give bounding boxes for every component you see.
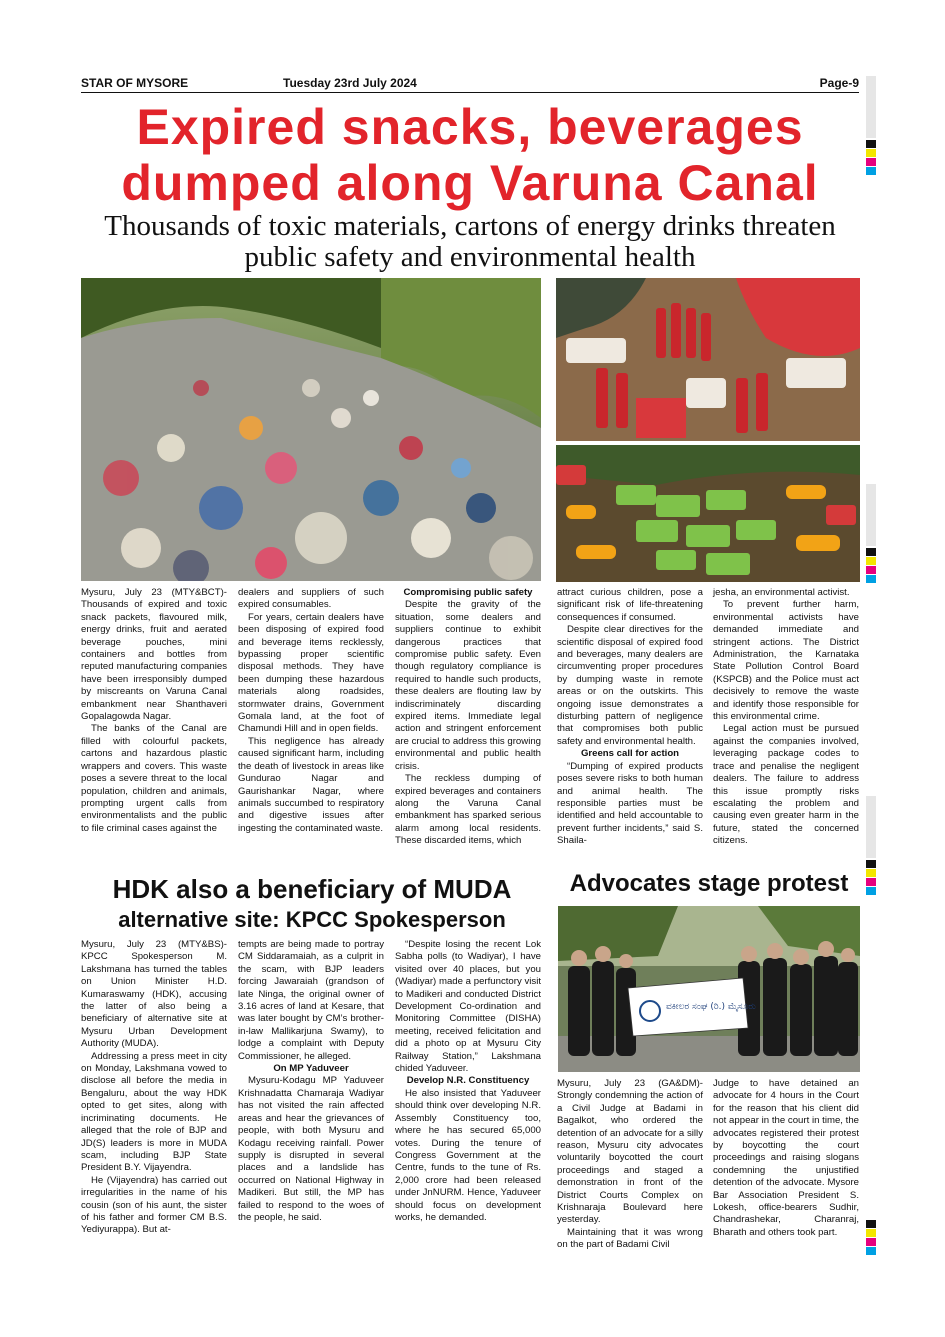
lead-col5-para: To prevent further harm, environmental activists have demanded immediate and stringent actions. The District Administration, the Karnataka State Pollution Control Board (KSPCB) and the Police must act decisively to remove the waste and identify those responsible for this environmental crime. [713, 599, 859, 723]
advocates-col1-para: Maintaining that it was wrong on the part of Badami Civil [557, 1226, 703, 1251]
hdk-col3-para: He also insisted that Yaduveer should think over developing N.R. Assembly Constituency too, where he has secured 65,000 votes. During the tenure of Congress Government at the Centre, funds to the tune of Rs. 2,000 crore had been released under JnNURM. Hence, Yaduveer should focus on development works, he demanded. [395, 1087, 541, 1223]
lead-col4-para: attract curious children, pose a significant risk of life-threatening consequences if consumed. [557, 587, 703, 623]
hdk-column-2 [238, 939, 384, 1224]
hdk-headline-line2: alternative site: KPCC Spokesperson [118, 907, 506, 932]
lead-col2-para: This negligence has already caused significant harm, including the death of livestock in areas like Gundurao Nagar and Gaurishankar Nagar, where animals succumbed to respiratory and digestive issues after ingesting the contaminated waste. [238, 735, 384, 834]
hdk-headline-line1: HDK also a beneficiary of MUDA [112, 874, 512, 904]
reg-mark-yellow-3 [866, 869, 876, 877]
reg-mark-black-4 [866, 1220, 876, 1228]
lead-col3-subhead: Compromising public safety [403, 587, 533, 598]
print-strip-lower [866, 796, 876, 858]
reg-mark-cyan-4 [866, 1247, 876, 1255]
lead-col1-para: The banks of the Canal are filled with colourful packets, cartons and hazardous plastic wrappers and covers. This waste poses a severe threat to the local population, children and animals, prompting urgent calls from environmentalists and the public to file criminal cases against the [81, 723, 227, 834]
hdk-column-1 [81, 939, 227, 1237]
hdk-col3-subhead: Develop N.R. Constituency [406, 1075, 530, 1087]
lead-column-1 [81, 587, 227, 835]
lead-col2-para: For years, certain dealers have been disposing of expired food and beverage items recklessly, bypassing proper scientific disposal methods. They have been dumping these hazardous materials along roadsides, stormwater drains, Government Gomala land, at the foot of Chamundi Hill and in open fields. [238, 611, 384, 735]
reg-mark-yellow-2 [866, 557, 876, 565]
issue-date: Tuesday 23rd July 2024 [283, 76, 417, 90]
advocates-headline: Advocates stage protest [569, 870, 849, 897]
lead-col4-para: Despite clear directives for the scientific disposal of expired food and beverages, many dealers are circumventing proper procedures by dumping waste in remote areas or on the outskirts. This ongoing issue demonstrates a disturbing pattern of negligence that compromises both public safety and environmental health. [557, 624, 703, 747]
lead-headline-line1: Expired snacks, beverages [136, 99, 804, 155]
hdk-col3-para: “Despite losing the recent Lok Sabha polls (to Wadiyar), I have visited over 40 places, but you (Wadiyar) made a perfunctory visit to Madikeri and conducted District Development Co-ordination and Monitoring Committee (DISHA) meeting, received felicitation and did a photo op at Mysuru City Railway Station,” Lakshmana chided Yaduveer. [395, 939, 541, 1075]
lead-col4-subhead: Greens call for action [580, 748, 680, 760]
advocates-column-2 [713, 1078, 859, 1239]
lead-col5-para: jesha, an environmental activist. [713, 587, 850, 598]
hdk-col2-subhead: On MP Yaduveer [273, 1063, 349, 1075]
reg-mark-magenta-2 [866, 566, 876, 574]
hdk-col2-para: tempts are being made to portray CM Siddaramaiah, as a culprit in the scam, with BJP leaders forcing Jawaraiah (grandson of late Ninga, the original owner of 3.16 acres of land at Kesare, that was later bought by CM’s brother-in-law Mallikarjuna Swamy), to lodge a complaint with Deputy Commissioner, he alleged. [238, 939, 384, 1062]
lead-col5-para: Legal action must be pursued against the companies involved, leveraging package codes to trace and penalise the negligent dealers. The failure to address this issue promptly risks escalating the problem and causing even greater harm in the future, stated the concerned citizens. [713, 723, 859, 847]
lead-subheadline-line1: Thousands of toxic materials, cartons of energy drinks threaten [104, 210, 836, 242]
print-strip-mid [866, 484, 876, 546]
advocates-col1-para: Mysuru, July 23 (GA&DM)- Strongly condemning the action of a Civil Judge at Badami in Bagalkot, who ordered the detention of an advocate for a silly reason, Mysuru city advocates voluntarily boycotted the court proceedings and staged a demonstration in front of the District Courts Complex on Krishnaraja Boulevard here yesterday. [557, 1078, 703, 1226]
hdk-column-3 [395, 939, 541, 1224]
reg-mark-black-2 [866, 548, 876, 556]
reg-mark-magenta-3 [866, 878, 876, 886]
lead-col1-para: Mysuru, July 23 (MTY&BCT)- Thousands of expired and toxic snack packets, flavoured milk, energy drinks, fruit and aerated beverage pouches, mini containers and bottles from reputed manufacturing companies have been irresponsibly dumped by miscreants on Varuna Canal embankment near Shanthaveri Gopalagowda Nagar. [81, 587, 227, 723]
reg-mark-cyan-2 [866, 575, 876, 583]
hdk-col1-para: He (Vijayendra) has carried out irregularities in the name of his cousin (son of his aunt, the sister of his father and former CM B.S. Yediyurappa). But at- [81, 1174, 227, 1236]
lead-subheadline-line2: public safety and environmental health [244, 241, 696, 273]
lead-column-5 [713, 587, 859, 848]
page-number: Page-9 [819, 76, 859, 90]
advocates-protest-photo [558, 906, 860, 1072]
paper-name: STAR OF MYSORE [81, 76, 189, 90]
lead-column-2 [238, 587, 384, 835]
banner-text: ವಕೀಲರ ಸಂಘ (ರಿ.) ಮೈಸೂರು [666, 1002, 756, 1012]
lead-headline-line2: dumped along Varuna Canal [121, 155, 819, 211]
canal-garbage-photo [81, 278, 541, 581]
hdk-col2-para: Mysuru-Kodagu MP Yaduveer Krishnadatta Chamaraja Wadiyar has not visited the rain affected areas and hear the grievances of people, with both Mysuru and Kodagu receiving rainfall. Power supply is disrupted in several places and a landslide has occurred on National Highway in Madikeri. But still, the MP has failed to respond to the woes of the people, he said. [238, 1075, 384, 1223]
hdk-col1-para: Addressing a press meet in city on Monday, Lakshmana vowed to disclose all before the media in Bengaluru, about the way HDK opted to get sites, along with incriminating documents. He alleged that the role of BJP and JD(S) leaders is more in MUDA scam, including BJP State President B.Y. Vijayendra. [81, 1050, 227, 1174]
advocates-column-1 [557, 1078, 703, 1252]
reg-mark-black-3 [866, 860, 876, 868]
masthead [81, 75, 859, 93]
lead-col3-para: Despite the gravity of the situation, some dealers and suppliers continue to exhibit dangerous practices that compromise public safety. Even though regulatory compliance is required to handle such products, these dealers are flouting law by indiscriminately discarding expired items. Immediate legal action and stringent enforcement are crucial to address this growing environmental and public health crisis. [395, 599, 541, 772]
lead-col4-para: “Dumping of expired products poses severe risks to both human and animal health. The responsible parties must be identified and held accountable to prevent further incidents,” said S. Shaila- [557, 760, 703, 847]
expired-bottles-photo [556, 278, 860, 441]
reg-mark-cyan-3 [866, 887, 876, 895]
lead-col3-para: The reckless dumping of expired beverages and containers along the Varuna Canal embankment has sparked serious alarm among local residents. These discarded items, which [395, 773, 541, 847]
energy-drink-pouches-photo [556, 445, 860, 582]
lead-column-3 [395, 587, 541, 848]
hdk-col1-para: Mysuru, July 23 (MTY&BS)- KPCC Spokesperson M. Lakshmana has turned the tables on Union Minister H.D. Kumaraswamy (HDK), accusing the latter of also being a beneficiary of alternative site at Mysuru Urban Development Authority (MUDA). [81, 939, 227, 1050]
reg-mark-magenta-4 [866, 1238, 876, 1246]
reg-mark-yellow-4 [866, 1229, 876, 1237]
lead-column-4 [557, 587, 703, 848]
lead-col2-para: dealers and suppliers of such expired consumables. [238, 587, 384, 611]
advocates-col2-para: Judge to have detained an advocate for 4 hours in the Court for the reason that his client did not appear in the court in time, the advocates registered their protest by boycotting the court proceedings and raising slogans condemning the unjustified detention of the advocate. Mysore Bar Association President S. Lokesh, office-bearers Sudhir, Chandrashekar, Charanraj, Bharath and others took part. [713, 1078, 859, 1238]
